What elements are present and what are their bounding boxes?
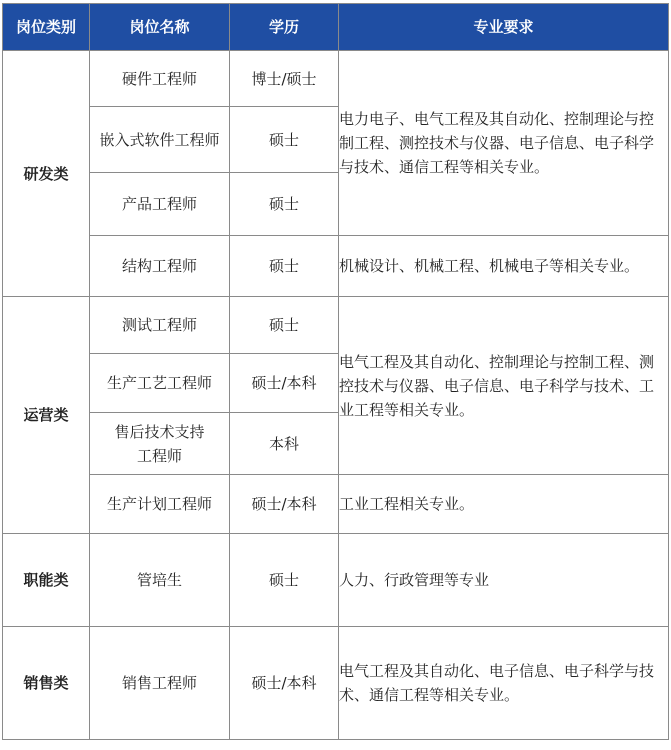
education-cell: 硕士 xyxy=(230,297,339,354)
position-cell: 管培生 xyxy=(90,534,230,627)
position-cell: 生产计划工程师 xyxy=(90,475,230,534)
position-cell: 生产工艺工程师 xyxy=(90,354,230,413)
header-row xyxy=(3,4,669,51)
requirement-cell: 电气工程及其自动化、控制理论与控制工程、测控技术与仪器、电子信息、电子科学与技术、工业工程等相关专业。 xyxy=(339,297,669,475)
requirement-cell: 电气工程及其自动化、电子信息、电子科学与技术、通信工程等相关专业。 xyxy=(339,627,669,740)
table-row xyxy=(3,236,669,297)
category-cell: 运营类 xyxy=(3,297,90,534)
position-cell: 测试工程师 xyxy=(90,297,230,354)
education-cell: 硕士 xyxy=(230,173,339,236)
table-row xyxy=(3,627,669,740)
education-cell: 博士/硕士 xyxy=(230,51,339,107)
position-cell: 产品工程师 xyxy=(90,173,230,236)
position-cell: 结构工程师 xyxy=(90,236,230,297)
table-row xyxy=(3,297,669,354)
position-cell: 销售工程师 xyxy=(90,627,230,740)
table-row xyxy=(3,534,669,627)
education-cell: 硕士 xyxy=(230,236,339,297)
position-cell: 硬件工程师 xyxy=(90,51,230,107)
education-cell: 硕士/本科 xyxy=(230,627,339,740)
education-cell: 硕士/本科 xyxy=(230,475,339,534)
table-row xyxy=(3,475,669,534)
category-cell: 职能类 xyxy=(3,534,90,627)
header-position: 岗位名称 xyxy=(90,4,230,51)
table-row xyxy=(3,51,669,107)
requirement-cell: 人力、行政管理等专业 xyxy=(339,534,669,627)
requirement-cell: 机械设计、机械工程、机械电子等相关专业。 xyxy=(339,236,669,297)
job-requirements-table xyxy=(2,3,669,740)
education-cell: 硕士 xyxy=(230,107,339,173)
requirement-cell: 电力电子、电气工程及其自动化、控制理论与控制工程、测控技术与仪器、电子信息、电子科学与技术、通信工程等相关专业。 xyxy=(339,51,669,236)
position-cell: 售后技术支持工程师 xyxy=(90,413,230,475)
header-major: 专业要求 xyxy=(339,4,669,51)
education-cell: 本科 xyxy=(230,413,339,475)
education-cell: 硕士/本科 xyxy=(230,354,339,413)
category-cell: 销售类 xyxy=(3,627,90,740)
requirement-cell: 工业工程相关专业。 xyxy=(339,475,669,534)
header-category: 岗位类别 xyxy=(3,4,90,51)
education-cell: 硕士 xyxy=(230,534,339,627)
position-cell: 嵌入式软件工程师 xyxy=(90,107,230,173)
header-education: 学历 xyxy=(230,4,339,51)
category-cell: 研发类 xyxy=(3,51,90,297)
